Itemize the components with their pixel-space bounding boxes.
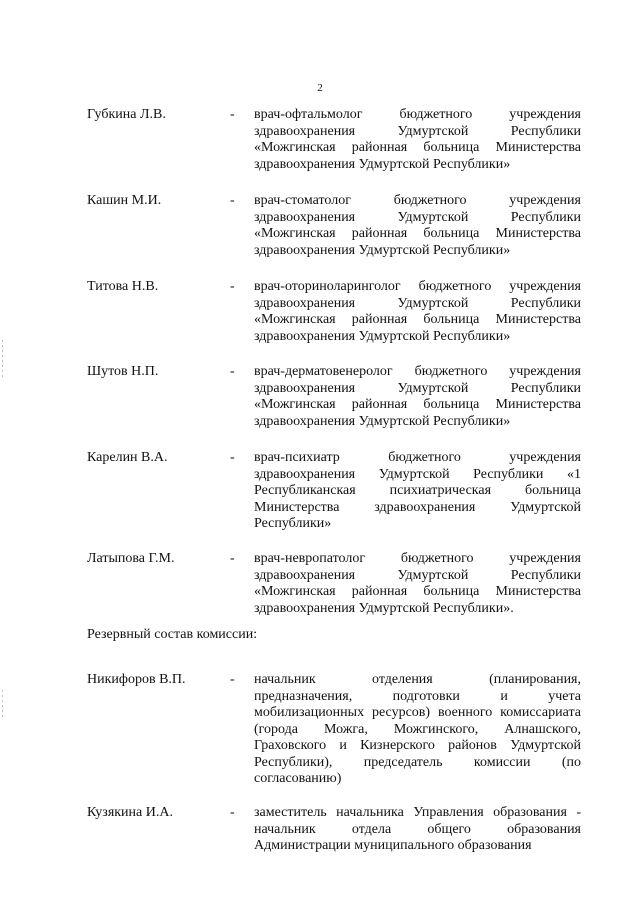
position-line: согласованию) — [254, 771, 342, 786]
position-line: врач-невропатолог бюджетного учреждения — [254, 551, 581, 566]
member-position — [254, 107, 581, 173]
member-name: Никифоров В.П. — [87, 672, 186, 687]
position-line: заместитель начальника Управления образования - — [254, 805, 581, 820]
position-line: здравоохранения Удмуртской Республики — [254, 295, 581, 311]
position-line: «Можгинская районная больница Министерства — [254, 312, 581, 327]
position-line: Республиканская психиатрическая больница — [254, 483, 581, 498]
member-name: Карелин В.А. — [87, 450, 168, 465]
position-line: врач-оториноларинголог бюджетного учреждения — [254, 279, 581, 294]
member-position — [254, 279, 581, 345]
member-name: Титова Н.В. — [87, 279, 159, 294]
member-position — [254, 193, 581, 259]
member-dash: - — [230, 672, 235, 687]
position-line: «Можгинская районная больница Министерства — [254, 140, 581, 155]
position-line: Администрации муниципального образования — [254, 838, 532, 853]
member-name: Латыпова Г.М. — [87, 551, 175, 566]
position-line: врач-стоматолог бюджетного учреждения — [254, 193, 581, 208]
position-line: здравоохранения Удмуртской Республики — [254, 380, 581, 396]
member-position — [254, 805, 581, 855]
scan-edge-mark — [2, 340, 3, 380]
position-line: «Можгинская районная больница Министерства — [254, 584, 581, 599]
position-line: врач-дерматовенеролог бюджетного учреждения — [254, 364, 581, 379]
member-dash: - — [230, 107, 235, 122]
position-line: предназначения, подготовки и учета — [254, 688, 581, 704]
position-line: врач-психиатр бюджетного учреждения — [254, 450, 581, 465]
member-name: Шутов Н.П. — [87, 364, 159, 379]
position-line: Министерства здравоохранения Удмуртской — [254, 499, 581, 515]
member-dash: - — [230, 450, 235, 465]
member-dash: - — [230, 364, 235, 379]
member-dash: - — [230, 805, 235, 820]
member-dash: - — [230, 551, 235, 566]
position-line: Республики), председатель комиссии (по — [254, 754, 581, 770]
member-position — [254, 551, 581, 617]
position-line: Граховского и Кизнерского районов Удмуртской — [254, 738, 581, 753]
position-line: «Можгинская районная больница Министерства — [254, 226, 581, 241]
page-number: 2 — [317, 82, 323, 94]
member-name: Кашин М.И. — [87, 193, 162, 208]
position-line: здравоохранения Удмуртской Республики — [254, 209, 581, 225]
position-line: здравоохранения Удмуртской Республики — [254, 567, 581, 583]
position-line: здравоохранения Удмуртской Республики» — [254, 156, 511, 172]
position-line: начальник отдела общего образования — [254, 821, 581, 837]
member-name: Кузякина И.А. — [87, 805, 173, 820]
position-line: здравоохранения Удмуртской Республики» — [254, 328, 511, 344]
position-line: врач-офтальмолог бюджетного учреждения — [254, 107, 581, 122]
member-name: Губкина Л.В. — [87, 107, 166, 122]
member-position — [254, 450, 581, 533]
scan-edge-mark — [2, 690, 3, 720]
position-line: здравоохранения Удмуртской Республики». — [254, 600, 514, 616]
position-line: (города Можга, Можгинского, Алнашского, — [254, 721, 581, 737]
member-dash: - — [230, 193, 235, 208]
position-line: мобилизационных ресурсов) военного комиссариата — [254, 705, 581, 720]
section-heading-reserve: Резервный состав комиссии: — [87, 627, 258, 642]
member-position — [254, 364, 581, 430]
member-dash: - — [230, 279, 235, 294]
position-line: здравоохранения Удмуртской Республики — [254, 123, 581, 139]
position-line: Республики» — [254, 516, 332, 531]
position-line: здравоохранения Удмуртской Республики» — [254, 413, 511, 429]
position-line: здравоохранения Удмуртской Республики» — [254, 242, 511, 258]
position-line: начальник отделения (планирования, — [254, 672, 581, 687]
member-position — [254, 672, 581, 788]
position-line: «Можгинская районная больница Министерства — [254, 397, 581, 412]
position-line: здравоохранения Удмуртской Республики «1 — [254, 466, 581, 482]
